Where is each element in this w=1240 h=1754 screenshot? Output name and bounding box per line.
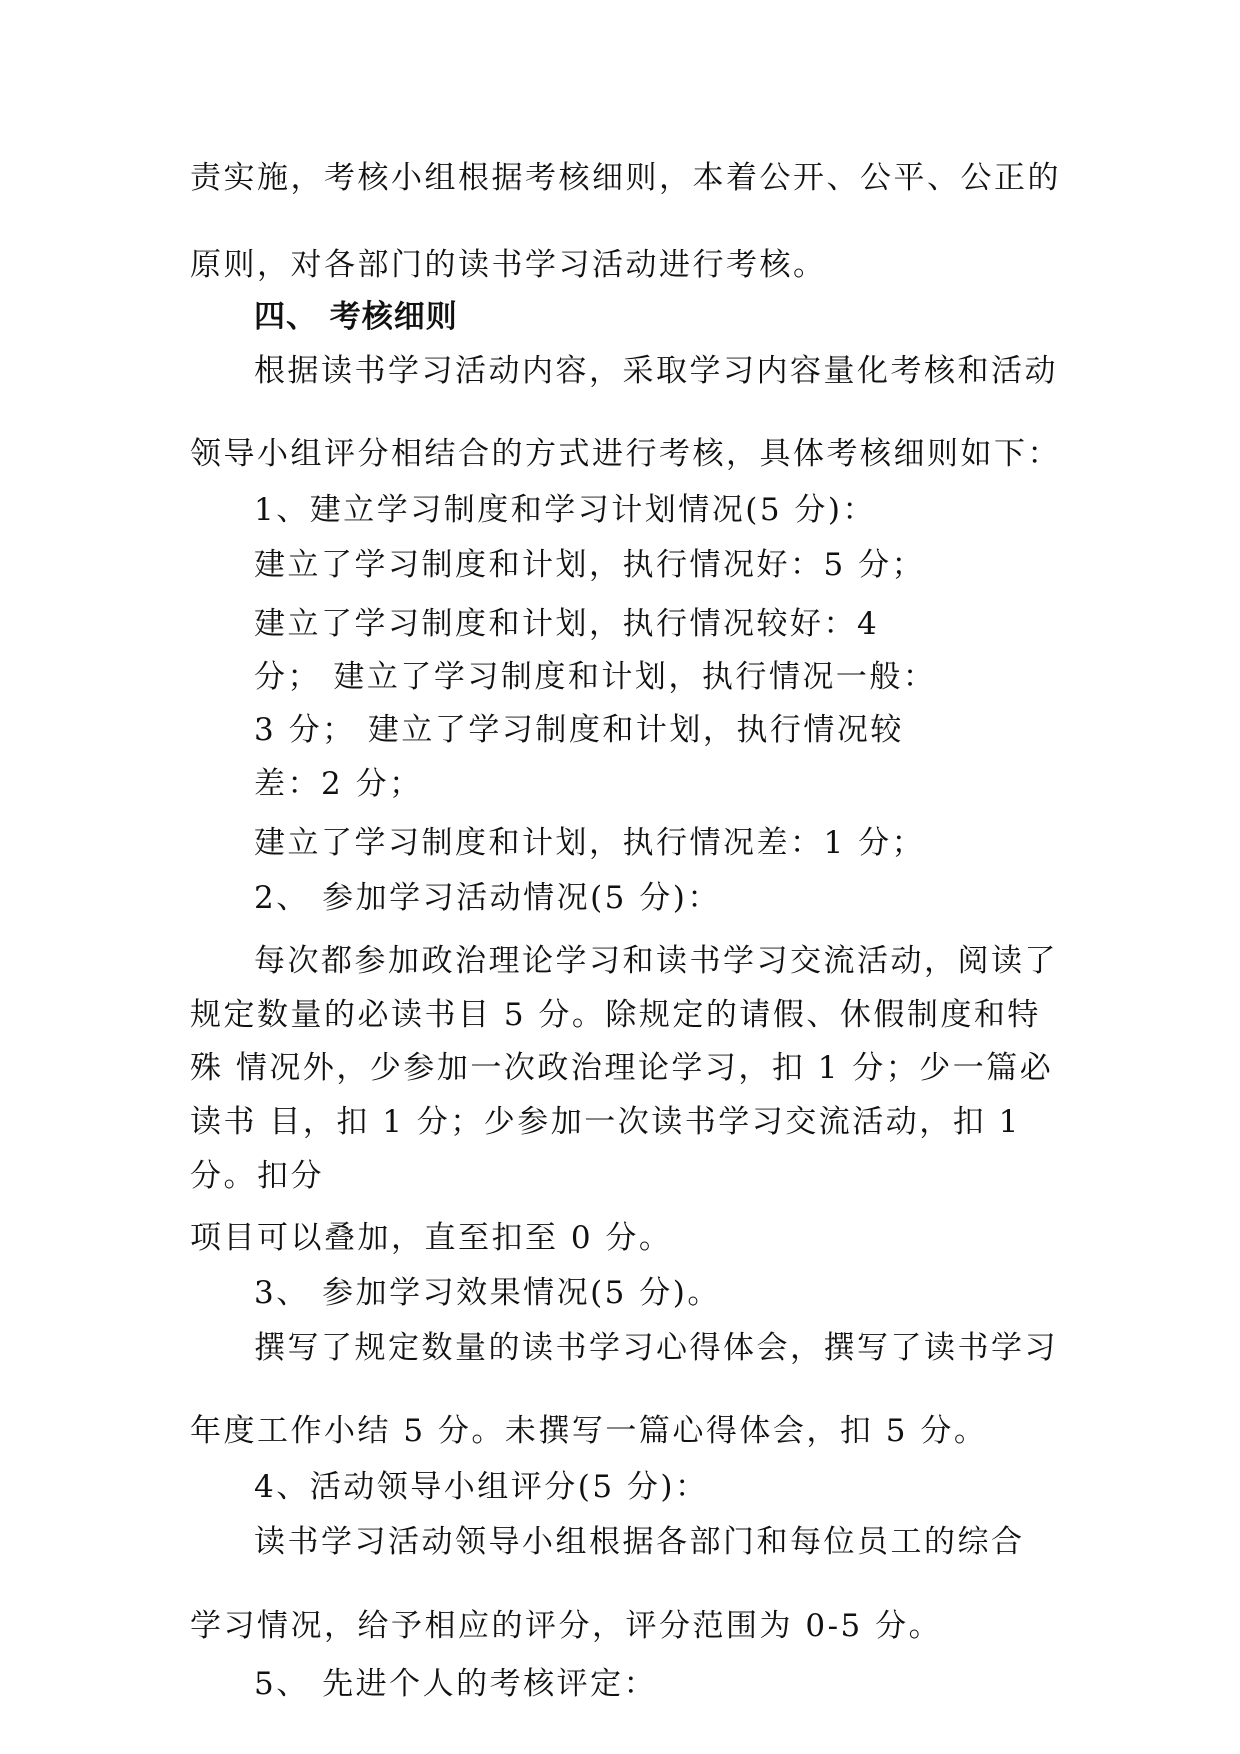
paragraph-line: 撰写了规定数量的读书学习心得体会，撰写了读书学习: [254, 1330, 1058, 1366]
paragraph-line: 建立了学习制度和计划，执行情况好：5 分；: [254, 547, 926, 583]
paragraph-line: 规定数量的必读书目 5 分。除规定的请假、休假制度和特: [190, 997, 1041, 1033]
paragraph-line: 责实施，考核小组根据考核细则，本着公开、公平、公正的: [190, 160, 1061, 196]
list-item-heading: 3、 参加学习效果情况(5 分)。: [254, 1275, 721, 1311]
list-item-heading: 4、活动领导小组评分(5 分)：: [254, 1469, 709, 1505]
paragraph-line: 建立了学习制度和计划，执行情况差：1 分；: [254, 825, 926, 861]
paragraph-line: 原则，对各部门的读书学习活动进行考核。: [190, 247, 827, 283]
list-item-heading: 5、 先进个人的考核评定：: [254, 1666, 658, 1702]
paragraph-line: 殊 情况外，少参加一次政治理论学习，扣 1 分；少一篇必: [190, 1050, 1054, 1086]
list-item-heading: 1、建立学习制度和学习计划情况(5 分)：: [254, 492, 876, 528]
paragraph-line: 3 分； 建立了学习制度和计划，执行情况较: [254, 712, 904, 748]
paragraph-line: 学习情况，给予相应的评分，评分范围为 0-5 分。: [190, 1608, 943, 1644]
paragraph-line: 分。扣分: [190, 1158, 324, 1194]
paragraph-line: 根据读书学习活动内容，采取学习内容量化考核和活动: [254, 353, 1058, 389]
paragraph-line: 每次都参加政治理论学习和读书学习交流活动，阅读了: [254, 943, 1058, 979]
paragraph-line: 建立了学习制度和计划，执行情况较好：4: [254, 606, 880, 642]
section-heading: 四、 考核细则: [254, 299, 458, 335]
paragraph-line: 项目可以叠加，直至扣至 0 分。: [190, 1220, 673, 1256]
list-item-heading: 2、 参加学习活动情况(5 分)：: [254, 880, 721, 916]
paragraph-line: 读书学习活动领导小组根据各部门和每位员工的综合: [254, 1524, 1025, 1560]
paragraph-line: 分； 建立了学习制度和计划，执行情况一般：: [254, 659, 937, 695]
paragraph-line: 领导小组评分相结合的方式进行考核，具体考核细则如下：: [190, 436, 1061, 472]
paragraph-line: 读书 目，扣 1 分；少参加一次读书学习交流活动，扣 1: [190, 1104, 1021, 1140]
paragraph-line: 年度工作小结 5 分。未撰写一篇心得体会，扣 5 分。: [190, 1413, 988, 1449]
paragraph-line: 差：2 分；: [254, 766, 423, 802]
